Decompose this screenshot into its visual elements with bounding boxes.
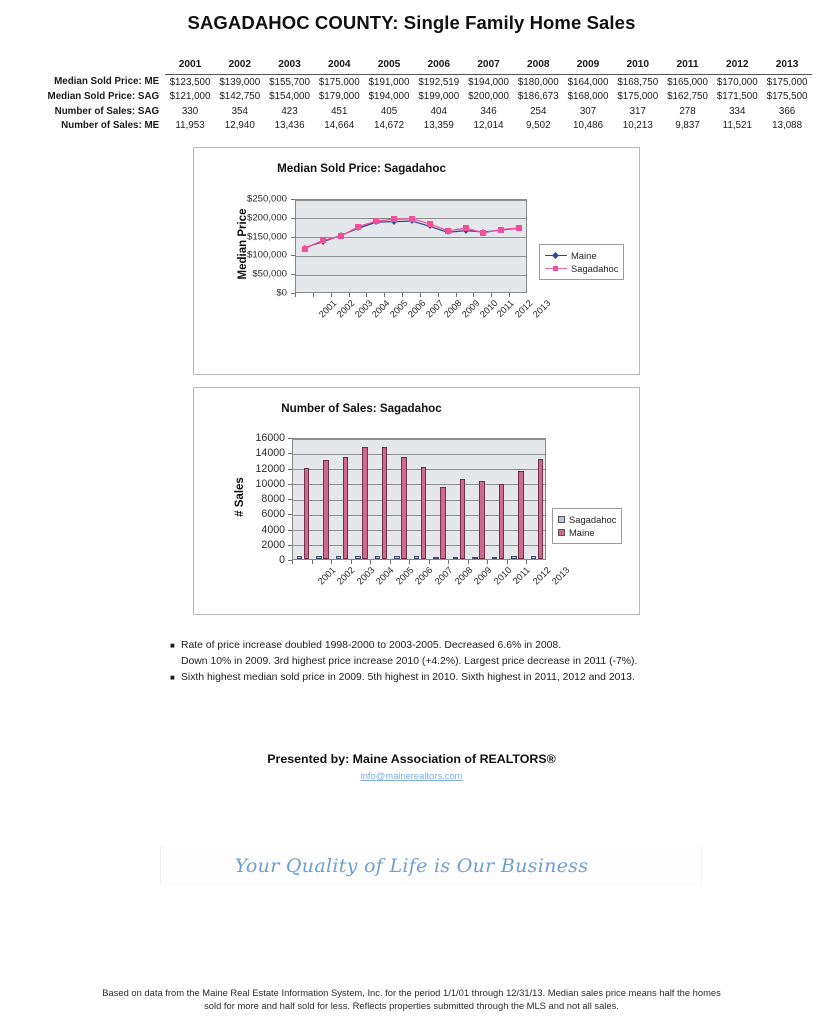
x-axis-tick-label: 2010 <box>491 565 514 587</box>
table-cell: $168,000 <box>567 91 609 102</box>
gridline <box>293 530 545 531</box>
y-axis-tick <box>288 530 292 531</box>
table-row <box>22 104 812 119</box>
bar <box>421 467 427 559</box>
table-cell: 13,088 <box>772 120 803 131</box>
x-axis-tick <box>390 560 391 564</box>
tagline-text: Your Quality of Life is Our Business <box>234 855 589 877</box>
y-axis-tick-label: $0 <box>276 287 287 299</box>
line-series-svg <box>296 200 528 294</box>
table-cell: 14,672 <box>374 120 405 131</box>
bar <box>297 556 303 559</box>
x-axis-tick-label: 2007 <box>423 298 446 320</box>
table-cell: 14,664 <box>324 120 355 131</box>
legend-marker-icon <box>545 251 567 260</box>
bar <box>531 556 537 559</box>
table-col-header: 2001 <box>165 58 215 74</box>
data-point-marker <box>516 225 522 231</box>
legend-item <box>558 513 616 526</box>
x-axis-tick <box>402 293 403 297</box>
table-cell: $123,500 <box>169 76 211 88</box>
table-cell: 9,502 <box>526 120 551 131</box>
y-axis-tick-label: 10000 <box>255 477 285 490</box>
x-axis-tick-label: 2003 <box>354 565 377 587</box>
bar <box>492 557 498 559</box>
table-cell: $175,000 <box>318 76 360 88</box>
x-axis-tick <box>507 560 508 564</box>
table-col-header: 2003 <box>265 58 315 74</box>
gridline <box>293 469 545 470</box>
table-col-header: 2002 <box>215 58 265 74</box>
x-axis-tick-label: 2007 <box>432 565 455 587</box>
x-axis-tick <box>313 293 314 297</box>
footer-disclaimer <box>40 986 783 1012</box>
x-axis-tick-label: 2001 <box>315 565 338 587</box>
x-axis-tick-label: 2009 <box>459 298 482 320</box>
line-chart-title: Median Sold Price: Sagadahoc <box>277 162 446 175</box>
y-axis-tick-label: $100,000 <box>246 249 287 261</box>
legend-item <box>545 262 618 275</box>
x-axis-tick-label: 2012 <box>530 565 553 587</box>
table-cell: 13,359 <box>423 120 454 131</box>
bar <box>394 556 400 559</box>
table-col-header: 2004 <box>314 58 364 74</box>
presented-by-text: Presented by: Maine Association of REALTORS® <box>267 752 556 766</box>
table-cell: $191,000 <box>368 76 410 88</box>
data-point-marker <box>409 216 415 222</box>
x-axis-tick <box>331 293 332 297</box>
bar-chart-legend <box>552 508 622 544</box>
legend-label: Maine <box>569 527 595 538</box>
x-axis-tick-label: 2006 <box>413 565 435 587</box>
y-axis-tick <box>288 545 292 546</box>
x-axis-tick-label: 2008 <box>452 565 475 587</box>
gridline <box>293 454 545 455</box>
x-axis-tick-label: 2003 <box>352 298 375 320</box>
x-axis-tick-label: 2004 <box>370 298 392 320</box>
data-point-marker <box>480 230 486 236</box>
table-cell: 10,486 <box>573 120 604 131</box>
data-point-marker <box>498 227 504 233</box>
bar <box>511 556 517 559</box>
y-axis-tick <box>291 274 295 275</box>
data-point-marker <box>373 218 379 224</box>
x-axis-tick <box>487 560 488 564</box>
median-sold-price-chart <box>193 147 640 375</box>
y-axis-tick-label: 6000 <box>261 508 285 521</box>
bar <box>414 556 420 559</box>
x-axis-tick <box>349 293 350 297</box>
gridline <box>293 545 545 546</box>
bar <box>453 557 459 559</box>
x-axis-tick-label: 2004 <box>374 565 396 587</box>
x-axis-tick <box>456 293 457 297</box>
table-col-header: 2005 <box>364 58 414 74</box>
bullet-icon: ■ <box>170 673 175 682</box>
bar <box>382 447 388 559</box>
table-row-label: Median Sold Price: SAG <box>47 91 160 102</box>
legend-label: Sagadahoc <box>571 263 619 274</box>
x-axis-tick <box>509 293 510 297</box>
table-cell: 307 <box>579 105 597 117</box>
y-axis-tick-label: 4000 <box>261 523 285 536</box>
y-axis-tick <box>288 499 292 500</box>
table-cell: $168,750 <box>617 76 659 88</box>
x-axis-tick <box>438 293 439 297</box>
bar <box>433 557 439 559</box>
gridline <box>293 500 545 501</box>
y-axis-tick-label: 14000 <box>255 447 285 460</box>
sales-data-table <box>22 58 812 133</box>
data-point-marker <box>302 246 308 252</box>
table-cell: $142,750 <box>219 91 261 102</box>
bar <box>336 556 342 559</box>
table-cell: $175,000 <box>617 91 659 102</box>
table-body <box>22 74 812 133</box>
table-cell: 11,521 <box>722 120 752 131</box>
table-col-header: 2013 <box>762 58 812 74</box>
footer-line-2: sold for more and half sold for less. Reflects properties submitted through the MLS and not all sales. <box>204 1000 619 1011</box>
x-axis-tick <box>473 293 474 297</box>
page-title: SAGADAHOC COUNTY: Single Family Home Sales <box>187 12 636 33</box>
y-axis-tick <box>291 199 295 200</box>
y-axis-tick <box>288 469 292 470</box>
x-axis-tick-label: 2008 <box>441 298 464 320</box>
x-axis-tick <box>351 560 352 564</box>
bar-chart-plot-area <box>292 438 546 560</box>
data-point-marker <box>355 224 361 230</box>
table-row-label: Number of Sales: ME <box>61 120 160 131</box>
table-col-header: 2008 <box>513 58 563 74</box>
x-axis-tick <box>526 560 527 564</box>
data-point-marker <box>445 228 451 234</box>
table-cell: $155,700 <box>269 76 310 88</box>
bar <box>440 487 446 559</box>
note-item <box>170 670 790 686</box>
table-cell: 11,953 <box>175 120 205 131</box>
note-text <box>181 670 790 686</box>
x-axis-tick <box>448 560 449 564</box>
bar <box>538 459 544 559</box>
table-cell: $175,000 <box>766 76 808 88</box>
table-cell: 9,837 <box>675 120 700 131</box>
y-axis-tick-label: 0 <box>279 554 285 566</box>
x-axis-tick-label: 2005 <box>388 298 410 320</box>
x-axis-tick <box>420 293 421 297</box>
table-cell: $170,000 <box>716 76 758 88</box>
bullet-icon: ■ <box>170 641 175 650</box>
table-col-header: 2010 <box>613 58 663 74</box>
y-axis-tick-label: 2000 <box>261 538 285 551</box>
note-line: Down 10% in 2009. 3rd highest price increase 2010 (+4.2%). Largest price decrease in 2011 (-7%). <box>181 656 638 667</box>
table-cell: 10,213 <box>622 120 653 131</box>
bar <box>375 556 381 559</box>
bar <box>316 556 322 559</box>
table-corner-cell <box>22 58 165 74</box>
x-axis-tick <box>370 560 371 564</box>
table-cell: $200,000 <box>468 91 509 102</box>
legend-swatch-icon <box>558 529 565 536</box>
table-cell: $192,519 <box>418 76 460 88</box>
y-axis-tick <box>288 514 292 515</box>
table-col-header: 2009 <box>563 58 613 74</box>
bar <box>479 481 485 559</box>
table-cell: 330 <box>181 105 199 117</box>
note-item <box>170 638 790 670</box>
table-cell: $154,000 <box>269 91 310 102</box>
table-col-header: 2006 <box>414 58 464 74</box>
x-axis-tick-label: 2006 <box>406 298 428 320</box>
x-axis-tick <box>429 560 430 564</box>
table-cell: $179,000 <box>318 91 360 102</box>
table-row <box>22 74 812 89</box>
table-cell: 451 <box>331 105 348 117</box>
bar <box>343 457 349 559</box>
legend-label: Sagadahoc <box>569 514 617 525</box>
note-line: Rate of price increase doubled 1998-2000 to 2003-2005. Decreased 6.6% in 2008. <box>181 640 562 651</box>
x-axis-tick <box>491 293 492 297</box>
y-axis-tick-label: 16000 <box>255 432 285 444</box>
data-point-marker <box>463 225 469 231</box>
table-cell: 12,014 <box>473 120 504 131</box>
x-axis-tick <box>384 293 385 297</box>
data-point-marker <box>320 237 326 243</box>
line-chart-y-axis-title: Median Price <box>237 208 249 280</box>
table-cell: 405 <box>380 105 398 117</box>
table-cell: $194,000 <box>368 91 410 102</box>
x-axis-tick-label: 2010 <box>477 298 500 320</box>
table-row <box>22 89 812 104</box>
x-axis-tick-label: 2011 <box>495 298 517 320</box>
number-of-sales-chart <box>193 387 640 615</box>
line-chart-legend <box>539 244 624 280</box>
y-axis-tick <box>288 438 292 439</box>
bar <box>460 479 466 559</box>
x-axis-tick <box>366 293 367 297</box>
y-axis-tick-label: $200,000 <box>246 212 287 224</box>
table-cell: 334 <box>729 105 746 117</box>
y-axis-tick-label: 8000 <box>261 493 285 505</box>
x-axis-tick-label: 2005 <box>393 565 416 587</box>
table-cell: 354 <box>231 105 248 117</box>
x-axis-tick-label: 2002 <box>334 298 357 320</box>
table-row <box>22 118 812 133</box>
note-line: Sixth highest median sold price in 2009. 5th highest in 2010. Sixth highest in 2011, 2012 and 2013. <box>181 672 635 683</box>
table-cell: $121,000 <box>169 91 211 102</box>
x-axis-tick-label: 2013 <box>531 298 553 320</box>
line-chart-plot-area <box>295 199 527 293</box>
x-axis-tick <box>468 560 469 564</box>
data-point-marker <box>338 233 344 239</box>
y-axis-tick <box>288 484 292 485</box>
x-axis-tick-label: 2002 <box>335 565 357 587</box>
table-col-header: 2012 <box>712 58 762 74</box>
x-axis-tick <box>409 560 410 564</box>
y-axis-tick-label: $150,000 <box>246 231 287 243</box>
table-cell: $194,000 <box>468 76 509 88</box>
x-axis-tick <box>312 560 313 564</box>
y-axis-tick-label: $50,000 <box>252 268 287 280</box>
table-row-label: Median Sold Price: ME <box>54 76 160 88</box>
table-cell: $180,000 <box>517 76 559 88</box>
x-axis-tick-label: 2011 <box>510 565 532 587</box>
table-cell: $139,000 <box>219 76 261 88</box>
bar <box>323 460 329 559</box>
gridline <box>293 515 545 516</box>
table-cell: $199,000 <box>418 91 460 102</box>
table-cell: $162,750 <box>667 91 708 102</box>
table-cell: 278 <box>679 105 696 117</box>
notes-list <box>170 638 790 686</box>
data-point-marker <box>391 216 397 222</box>
y-axis-tick <box>291 237 295 238</box>
table-cell: 254 <box>530 105 547 117</box>
y-axis-tick <box>291 218 295 219</box>
table-header-row <box>22 58 812 74</box>
bar <box>499 484 505 559</box>
footer-line-1: Based on data from the Maine Real Estate Information System, Inc. for the period 1/1/01 through 12/31/13. Median sales price means half the homes <box>102 987 721 998</box>
table-cell: 404 <box>430 105 447 117</box>
bar <box>355 556 361 559</box>
table-cell: 346 <box>480 105 497 117</box>
table-cell: 13,436 <box>274 120 305 131</box>
bar <box>518 471 524 559</box>
x-axis-tick-label: 2013 <box>550 565 572 587</box>
table-cell: $164,000 <box>567 76 609 88</box>
bar <box>401 457 407 559</box>
table-cell: $165,000 <box>667 76 708 88</box>
bar <box>472 557 478 559</box>
bar-chart-y-axis-title: # Sales <box>234 477 246 517</box>
x-axis-tick-label: 2001 <box>316 298 339 320</box>
legend-item <box>545 249 618 262</box>
y-axis-tick-label: 12000 <box>255 462 285 475</box>
bar-chart-title: Number of Sales: Sagadahoc <box>281 402 442 415</box>
table-cell: 423 <box>281 105 298 117</box>
x-axis-tick-label: 2012 <box>513 298 535 320</box>
table-cell: 366 <box>778 105 796 117</box>
bar <box>362 447 368 559</box>
table-cell: $171,500 <box>716 91 758 102</box>
y-axis-tick-label: $250,000 <box>246 193 287 205</box>
legend-marker-icon <box>545 264 567 273</box>
gridline <box>293 439 545 440</box>
note-text <box>181 638 790 670</box>
email-link[interactable]: info@mainerealtors.com <box>360 770 463 781</box>
bar <box>304 468 310 559</box>
table-col-header: 2011 <box>663 58 713 74</box>
legend-item <box>558 526 616 539</box>
y-axis-tick <box>288 453 292 454</box>
table-row-label: Number of Sales: SAG <box>54 105 160 117</box>
x-axis-tick-label: 2009 <box>472 565 494 587</box>
table-cell: $186,673 <box>517 91 559 102</box>
x-axis-tick <box>295 293 296 297</box>
table-cell: 317 <box>629 105 646 117</box>
legend-label: Maine <box>571 250 597 261</box>
x-axis-tick <box>292 560 293 564</box>
y-axis-tick <box>291 255 295 256</box>
table-cell: 12,940 <box>224 120 255 131</box>
table-cell: $175,500 <box>766 91 808 102</box>
x-axis-tick <box>331 560 332 564</box>
data-point-marker <box>427 221 433 227</box>
legend-swatch-icon <box>558 516 565 523</box>
table-col-header: 2007 <box>464 58 514 74</box>
gridline <box>293 484 545 485</box>
